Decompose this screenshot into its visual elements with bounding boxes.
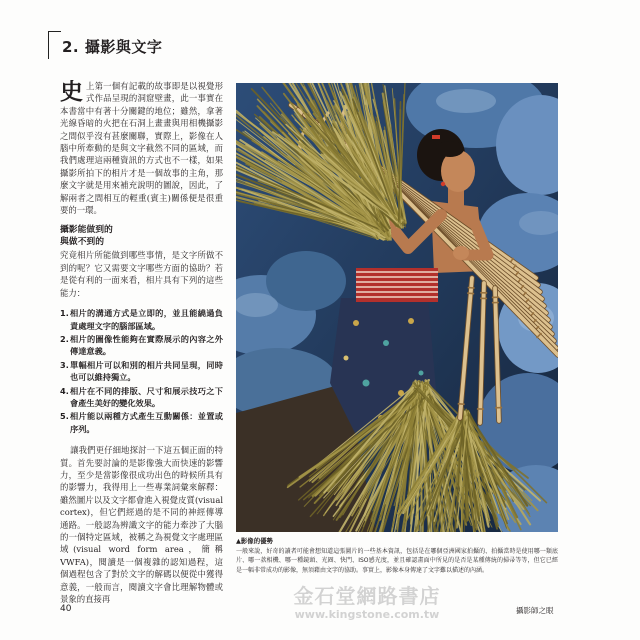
watermark-line1: 金石堂網路書店 [293, 584, 441, 608]
section-intro: 究竟相片所能做到哪些事情，是文字所做不到的呢？它又需要文字哪些方面的協助？若是從有利的一面來看，相片具有下列的這些能力： [60, 250, 223, 298]
running-footer-book-title: 攝影師之眼 [516, 606, 554, 615]
handle-binding [468, 288, 475, 289]
handle-binding [458, 404, 465, 405]
section-heading [60, 224, 223, 248]
list-text: 相片的溝通方式是立即的，並且能繞過負責處理文字的腦部區域。 [70, 308, 223, 331]
abilities-list [60, 307, 223, 435]
list-text: 單幅相片可以和別的相片共同呈現，同時也可以維持獨立。 [70, 359, 223, 383]
list-item [60, 385, 223, 410]
intro-paragraph-text: 上第一個有記載的故事即是以視覺形式作品呈現的洞窟壁畫，此一事實在本書當中有著十分關鍵的地位；雖然，拿著光線昏暗的火把在石洞上畫畫與用相機攝影之間似乎沒有甚麼關聯，實際上，影像在人腦中所牽動的是與文字截然不同的區域，而我們處理這兩種資訊的方式也不一樣，如果攝影所拍下的相片才是一個故事的主角，那麼文字就是用來補充說明的圖說，因此，了解兩者之間相互的輕重(賓主)關係便是很重要的一環。 [60, 81, 223, 216]
list-item [60, 333, 223, 358]
list-number: 4. [60, 385, 69, 396]
section-heading-line1: 攝影能做到的 [60, 225, 113, 236]
chapter-bracket [48, 31, 61, 59]
caption-text: 一般來說，好奇的讀者可能會想知道這張圖片的一些基本資訊，包括是在哪個亞洲國家拍攝的、拍攝當時是使用哪一類底片、哪一款相機、哪一種鏡頭、光圈、快門、ISO感光度，並且確認畫面中所見的是否是某種傳統的掃帚等等，但它已經是一幅非常成功的影像，無須藉由文字的協助。事實上，影像本身傳達了文字難以描述的內涵。 [236, 547, 558, 574]
list-item [60, 410, 223, 435]
page-number: 40 [60, 604, 72, 614]
handle-binding [467, 293, 474, 294]
list-number: 1. [60, 308, 69, 319]
watermark [262, 584, 472, 621]
left-text-column [60, 80, 223, 608]
closing-paragraph: 讓我們更仔細地探討一下這五個正面的特質。首先要討論的是影像強大而快速的影響力，至少是當影像很成功出色的時候所具有的影響力，我得用上一些專業詞彙來解釋：雖然圖片以及文字都會進入視覺皮質(visual cortex)，但它們經過的是不同的神經傳導通路。一般認為辨識文字的能力牽涉了大腦的一個特定區域，被稱之為視覺文字處理區域(visual word form area，簡稱VWFA)，閱讀是一個複雜的認知過程，這個過程包含了對於文字的解碼以便從中獲得意義，一般而言，閱讀文字會比理解物體或景象的直接再 [60, 445, 223, 605]
list-number: 5. [60, 411, 69, 422]
photo-caption [236, 537, 558, 575]
list-text: 相片在不同的排版、尺寸和展示技巧之下會產生美好的變化效果。 [70, 385, 223, 408]
list-text: 相片能以兩種方式產生互動關係：並置或序列。 [70, 411, 223, 434]
photo-illustration [236, 83, 558, 532]
section-heading-line2: 與做不到的 [60, 237, 104, 248]
list-item [60, 307, 223, 332]
chapter-title: 2. 攝影與文字 [62, 38, 163, 56]
watermark-line2: www.kingstone.com.tw [294, 608, 440, 621]
intro-paragraph [60, 80, 223, 216]
list-number: 2. [60, 333, 69, 344]
photo-woman-carrying-brooms [236, 83, 558, 532]
list-item [60, 359, 223, 384]
caption-title: ▲影像的優勢 [236, 537, 273, 545]
list-number: 3. [60, 359, 69, 370]
list-text: 相片的圖像性能夠在實際展示的內容之外傳達意義。 [70, 333, 223, 357]
drop-cap: 史 [60, 80, 83, 105]
